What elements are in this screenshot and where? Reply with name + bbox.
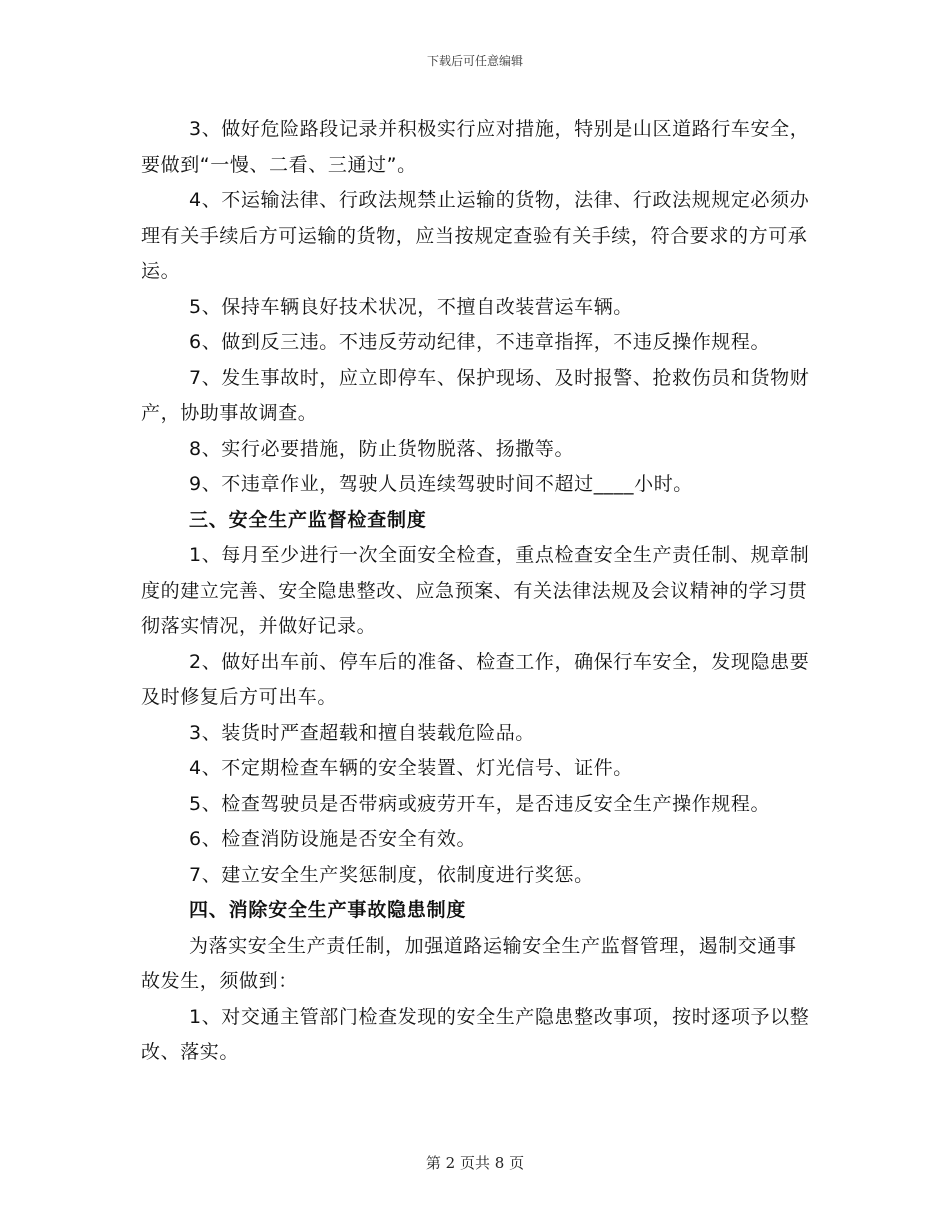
paragraph-item-7: 7、发生事故时，应立即停车、保护现场、及时报警、抢救伤员和货物财产，协助事故调查。 — [141, 366, 810, 424]
paragraph-item-9: 9、不违章作业，驾驶人员连续驾驶时间不超过____小时。 — [189, 473, 693, 495]
paragraph-supervision-7: 7、建立安全生产奖惩制度，依制度进行奖惩。 — [189, 863, 594, 886]
paragraph-item-6: 6、做到反三违。不违反劳动纪律，不违章指挥，不违反操作规程。 — [189, 331, 771, 353]
page-header: 下载后可任意编辑 — [426, 54, 523, 68]
paragraph-hazard-1: 1、对交通主管部门检查发现的安全生产隐患整改事项，按时逐项予以整改、落实。 — [141, 1005, 810, 1063]
section-heading-supervision: 三、安全生产监督检查制度 — [189, 508, 427, 531]
paragraph-item-4: 4、不运输法律、行政法规禁止运输的货物，法律、行政法规规定必须办理有关手续后方可运输的货物，应当按规定查验有关手续，符合要求的方可承运。 — [141, 189, 810, 282]
paragraph-supervision-5: 5、检查驾驶员是否带病或疲劳开车，是否违反安全生产操作规程。 — [189, 792, 771, 815]
paragraph-item-5: 5、保持车辆良好技术状况，不擅自改装营运车辆。 — [189, 295, 633, 318]
paragraph-supervision-6: 6、检查消防设施是否安全有效。 — [189, 828, 477, 850]
paragraph-supervision-2: 2、做好出车前、停车后的准备、检查工作，确保行车安全，发现隐患要及时修复后方可出车。 — [141, 650, 810, 708]
paragraph-item-3: 3、做好危险路段记录并积极实行应对措施，特别是山区道路行车安全，要做到“一慢、二看、三通过”。 — [141, 118, 810, 176]
page-footer: 第 2 页共 8 页 — [425, 1154, 525, 1172]
section-heading-hazard-elimination: 四、消除安全生产事故隐患制度 — [189, 899, 467, 921]
paragraph-item-8: 8、实行必要措施，防止货物脱落、扬撒等。 — [189, 437, 575, 460]
paragraph-supervision-4: 4、不定期检查车辆的安全装置、灯光信号、证件。 — [189, 757, 633, 779]
paragraph-supervision-3: 3、装货时严查超载和擅自装载危险品。 — [189, 721, 535, 744]
paragraph-hazard-intro: 为落实安全生产责任制，加强道路运输安全生产监督管理，遏制交通事故发生，须做到： — [141, 934, 797, 992]
paragraph-supervision-1: 1、每月至少进行一次全面安全检查，重点检查安全生产责任制、规章制度的建立完善、安全隐患整改、应急预案、有关法律法规及会议精神的学习贯彻落实情况，并做好记录。 — [141, 544, 810, 637]
document-body — [141, 112, 813, 1071]
